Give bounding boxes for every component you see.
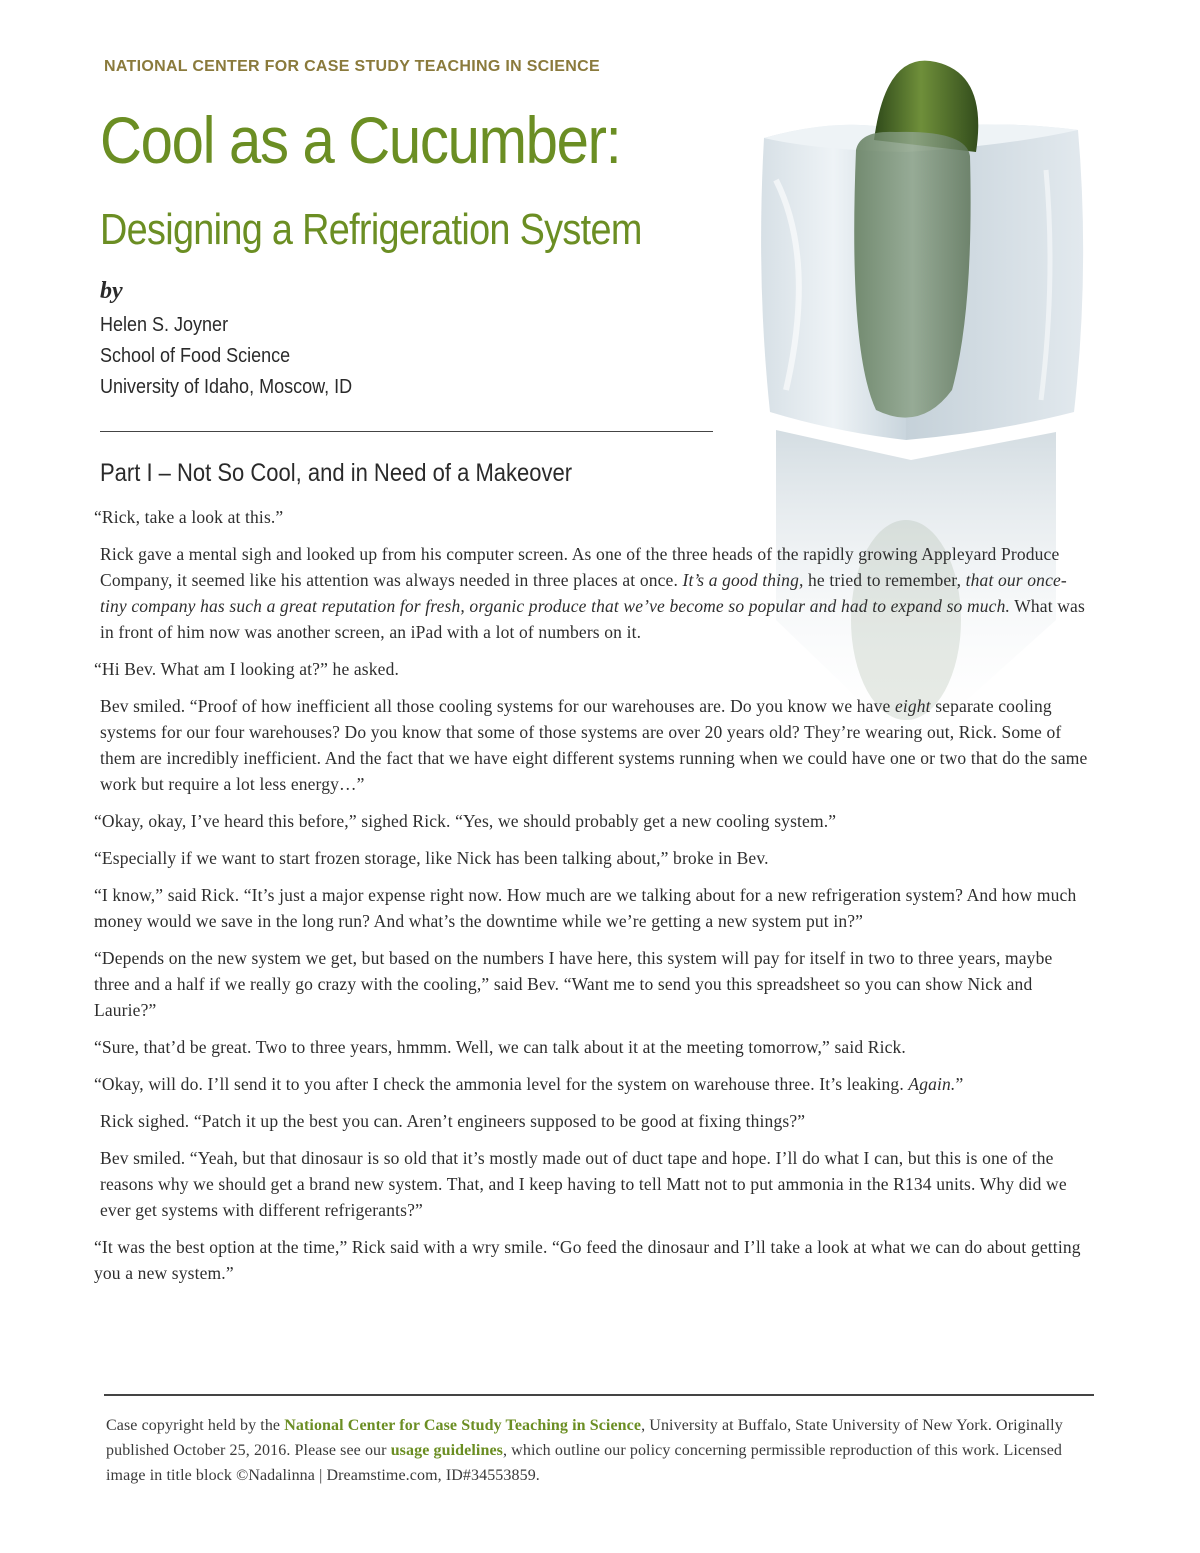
footer-divider (104, 1394, 1094, 1396)
story-paragraph: “Sure, that’d be great. Two to three years, hmmm. Well, we can talk about it at the meeting tomorrow,” said Rick. (94, 1037, 906, 1057)
organization-name: NATIONAL CENTER FOR CASE STUDY TEACHING IN SCIENCE (104, 58, 600, 75)
copyright-footer: Case copyright held by the National Center for Case Study Teaching in Science, University at Buffalo, State University of New York. Originally published October 25, 2016. Please see our usage guidelines, which outline our policy concerning permissible reproduction of this work. Licensed image in title block ©Nadalinna | Dreamstime.com, ID#34553859. (106, 1417, 1063, 1484)
author-department: School of Food Science (100, 345, 291, 367)
story-paragraph: “I know,” said Rick. “It’s just a major expense right now. How much are we talking about for a new refrigeration system? And how much money would we save in the long run? And what’s the downtime while we’re getting a new system put in?” (94, 885, 1077, 931)
story-paragraph: Bev smiled. “Proof of how inefficient all those cooling systems for our warehouses are. Do you know we have eight separate cooling systems for our four warehouses? Do you know that some of those systems are over 20 years old? They’re wearing out, Rick. Some of them are incredibly inefficient. And the fact that we have eight different systems running when we could have one or two that do the same work but require a lot less energy…” (100, 696, 1088, 794)
page-subtitle: Designing a Refrigeration System (100, 205, 642, 254)
story-paragraph: “Okay, okay, I’ve heard this before,” sighed Rick. “Yes, we should probably get a new cooling system.” (94, 811, 837, 831)
ncc-link[interactable]: National Center for Case Study Teaching in Science (284, 1417, 642, 1434)
story-paragraph: “Depends on the new system we get, but based on the numbers I have here, this system will pay for itself in two to three years, maybe three and a half if we really go crazy with the cooling,” said Bev. “Want me to send you this spreadsheet so you can show Nick and Laurie?” (94, 948, 1053, 1020)
page-title: Cool as a Cucumber: (100, 103, 621, 177)
story-paragraph: “Okay, will do. I’ll send it to you after I check the ammonia level for the system on warehouse three. It’s leaking. Again.” (94, 1074, 964, 1094)
story-paragraph: Bev smiled. “Yeah, but that dinosaur is so old that it’s mostly made out of duct tape and hope. I’ll do what I can, but this is one of the reasons why we should get a brand new system. That, and I keep having to tell Matt not to put ammonia in the R134 units. Why did we ever get systems with different refrigerants?” (100, 1148, 1067, 1220)
story-paragraph: “It was the best option at the time,” Rick said with a wry smile. “Go feed the dinosaur and I’ll take a look at what we can do about getting you a new system.” (94, 1237, 1081, 1283)
author-university: University of Idaho, Moscow, ID (100, 376, 353, 398)
story-paragraph: “Rick, take a look at this.” (94, 507, 284, 527)
story-paragraph: Rick sighed. “Patch it up the best you can. Aren’t engineers supposed to be good at fixing things?” (100, 1111, 806, 1131)
byline-label: by (100, 278, 123, 304)
story-paragraph: “Hi Bev. What am I looking at?” he asked. (94, 659, 400, 679)
author-name: Helen S. Joyner (100, 314, 229, 336)
story-body (94, 504, 1092, 1297)
usage-guidelines-link[interactable]: usage guidelines (390, 1442, 503, 1459)
story-paragraph: “Especially if we want to start frozen storage, like Nick has been talking about,” broke in Bev. (94, 848, 769, 868)
header-divider (100, 431, 713, 432)
story-paragraph: Rick gave a mental sigh and looked up from his computer screen. As one of the three heads of the rapidly growing Appleyard Produce Company, it seemed like his attention was always needed in three places at once. It’s a good thing, he tried to remember, that our once-tiny company has such a great reputation for fresh, organic produce that we’ve become so popular and had to expand so much. What was in front of him now was another screen, an iPad with a lot of numbers on it. (100, 544, 1085, 642)
section-heading: Part I – Not So Cool, and in Need of a Makeover (100, 459, 573, 487)
author-block (100, 310, 352, 403)
